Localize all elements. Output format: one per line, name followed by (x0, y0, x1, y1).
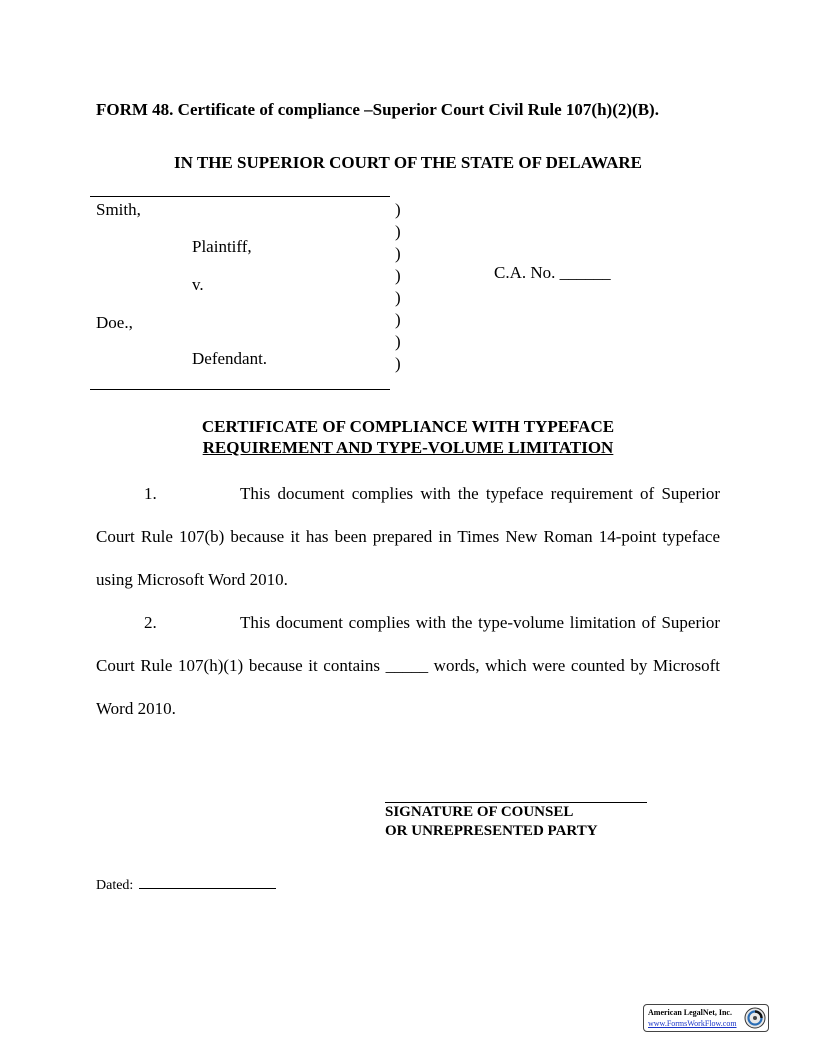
paragraph-number: 1. (144, 484, 157, 503)
badge-company: American LegalNet, Inc. (648, 1008, 732, 1017)
court-title: IN THE SUPERIOR COURT OF THE STATE OF DELAWARE (174, 153, 642, 172)
signature-label-line1: SIGNATURE OF COUNSEL (385, 804, 574, 820)
paragraph-number: 2. (144, 613, 157, 632)
paren: ) (395, 332, 401, 351)
certificate-heading-line1: CERTIFICATE OF COMPLIANCE WITH TYPEFACE (201, 417, 615, 436)
paren: ) (395, 288, 401, 307)
caption-bottom-rule (90, 389, 390, 390)
certificate-heading-line2-text: REQUIREMENT AND TYPE-VOLUME LIMITATION (202, 438, 614, 457)
dated-field (96, 876, 276, 894)
badge-url-link[interactable]: www.FormsWorkFlow.com (648, 1019, 737, 1028)
defendant-name: Doe., (96, 313, 133, 332)
paragraph-text: This document complies with the typeface requirement of Superior Court Rule 107(b) because it has been prepared in Times New Roman 14-point typeface using Microsoft Word 2010. (96, 484, 720, 589)
paren: ) (395, 222, 401, 241)
signature-line (385, 802, 647, 803)
paren: ) (395, 310, 401, 329)
certificate-heading-line2 (0, 438, 816, 458)
signature-label-line2: OR UNREPRESENTED PARTY (385, 823, 598, 839)
dated-blank-line (139, 876, 276, 889)
plaintiff-role: Plaintiff, (192, 237, 252, 256)
paragraph-text: This document complies with the type-volume limitation of Superior Court Rule 107(h)(1) because it contains _____ words, which were counted by Microsoft Word 2010. (96, 613, 720, 718)
defendant-role: Defendant. (192, 349, 268, 368)
paragraph-1 (96, 472, 720, 601)
paren: ) (395, 244, 401, 263)
caption-parentheses (395, 199, 409, 375)
plaintiff-name: Smith, (96, 200, 141, 219)
form-title: FORM 48. Certificate of compliance –Superior Court Civil Rule 107(h)(2)(B). (96, 100, 659, 119)
versus-label: v. (192, 275, 204, 294)
paren: ) (395, 354, 401, 373)
paragraph-2 (96, 601, 720, 730)
paren: ) (395, 200, 401, 219)
globe-logo-icon (744, 1007, 766, 1029)
case-number: C.A. No. ______ (494, 263, 611, 282)
paren: ) (395, 266, 401, 285)
dated-label: Dated: (96, 878, 134, 893)
footer-badge[interactable] (643, 1004, 769, 1032)
caption-top-rule (90, 196, 390, 197)
